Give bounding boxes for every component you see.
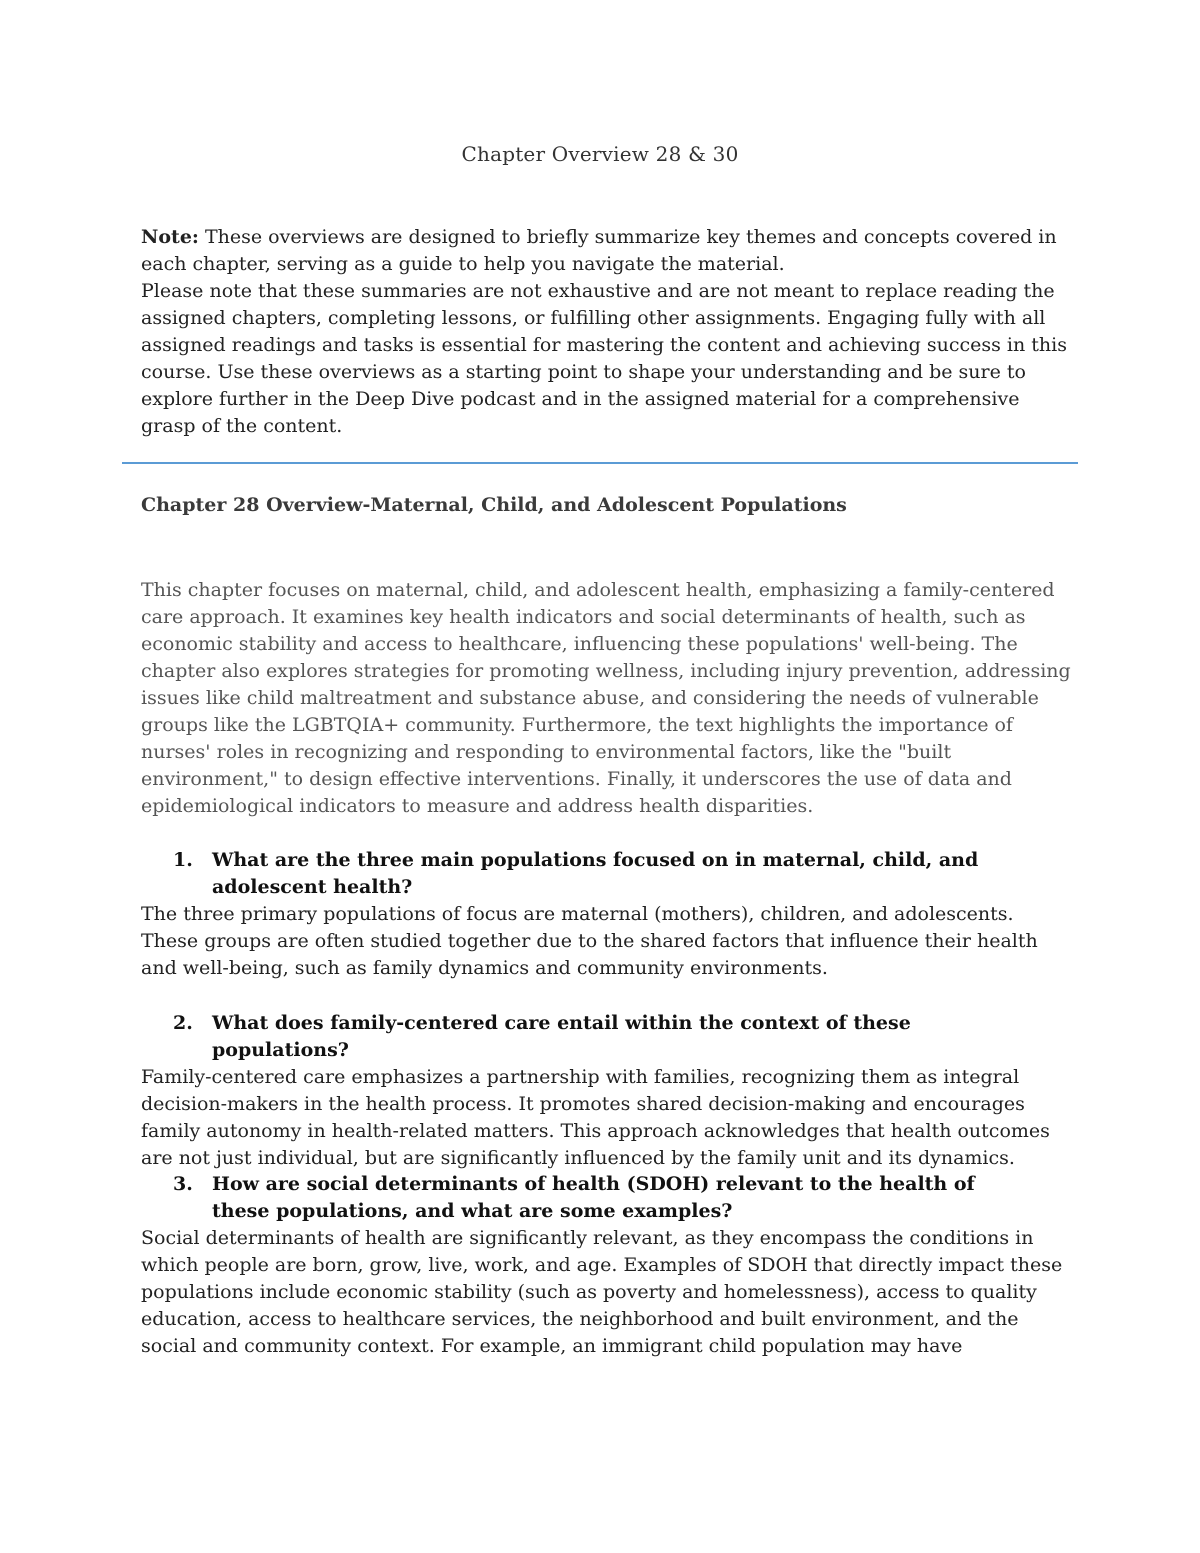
- qa-item: [141, 847, 1071, 982]
- section-heading: Chapter 28 Overview-Maternal, Child, and Adolescent Populations: [141, 494, 847, 516]
- note-paragraph: [141, 224, 1071, 278]
- note-paragraph-2: Please note that these summaries are not exhaustive and are not meant to replace reading the assigned chapters, completing lessons, or fulfilling other assignments. Engaging fully with all assigned readings and tasks is essential for mastering the content and achieving success in this course. Use these overviews as a starting point to shape your understanding and be sure to explore further in the Deep Dive podcast and in the assigned material for a comprehensive grasp of the content.: [141, 280, 1067, 437]
- answer-text: Family-centered care emphasizes a partnership with families, recognizing them as integral decision-makers in the health process. It promotes shared decision-making and encourages family autonomy in health-related matters. This approach acknowledges that health outcomes are not just individual, but are significantly influenced by the family unit and its dynamics.: [141, 1066, 1050, 1169]
- section-divider: [122, 462, 1078, 464]
- question-number: 3.: [173, 1173, 193, 1195]
- page-title: Chapter Overview 28 & 30: [461, 142, 739, 166]
- question: [141, 847, 1071, 901]
- question-number: 2.: [173, 1012, 193, 1034]
- question: [141, 1171, 1071, 1225]
- question-text: What are the three main populations focused on in maternal, child, and adolescent health?: [212, 849, 979, 898]
- note-block: [141, 224, 1071, 440]
- note-text: These overviews are designed to briefly summarize key themes and concepts covered in each chapter, serving as a guide to help you navigate the material.: [141, 226, 1057, 275]
- qa-item: [141, 1171, 1071, 1360]
- question-text: How are social determinants of health (SDOH) relevant to the health of these populations, and what are some examples?: [212, 1173, 975, 1222]
- qa-item: [141, 1010, 1071, 1172]
- question: [141, 1010, 1071, 1064]
- note-label: Note:: [141, 226, 199, 248]
- question-number: 1.: [173, 849, 193, 871]
- section-intro: This chapter focuses on maternal, child, and adolescent health, emphasizing a family-centered care approach. It examines key health indicators and social determinants of health, such as economic stability and access to healthcare, influencing these populations' well-being. The chapter also explores strategies for promoting wellness, including injury prevention, addressing issues like child maltreatment and substance abuse, and considering the needs of vulnerable groups like the LGBTQIA+ community. Furthermore, the text highlights the importance of nurses' roles in recognizing and responding to environmental factors, like the "built environment," to design effective interventions. Finally, it underscores the use of data and epidemiological indicators to measure and address health disparities.: [141, 579, 1071, 817]
- answer-text: Social determinants of health are significantly relevant, as they encompass the conditions in which people are born, grow, live, work, and age. Examples of SDOH that directly impact these populations include economic stability (such as poverty and homelessness), access to quality education, access to healthcare services, the neighborhood and built environment, and the social and community context. For example, an immigrant child population may have: [141, 1227, 1063, 1357]
- question-text: What does family-centered care entail within the context of these populations?: [212, 1012, 911, 1061]
- answer-text: The three primary populations of focus are maternal (mothers), children, and adolescents. These groups are often studied together due to the shared factors that influence their health and well-being, such as family dynamics and community environments.: [141, 903, 1038, 979]
